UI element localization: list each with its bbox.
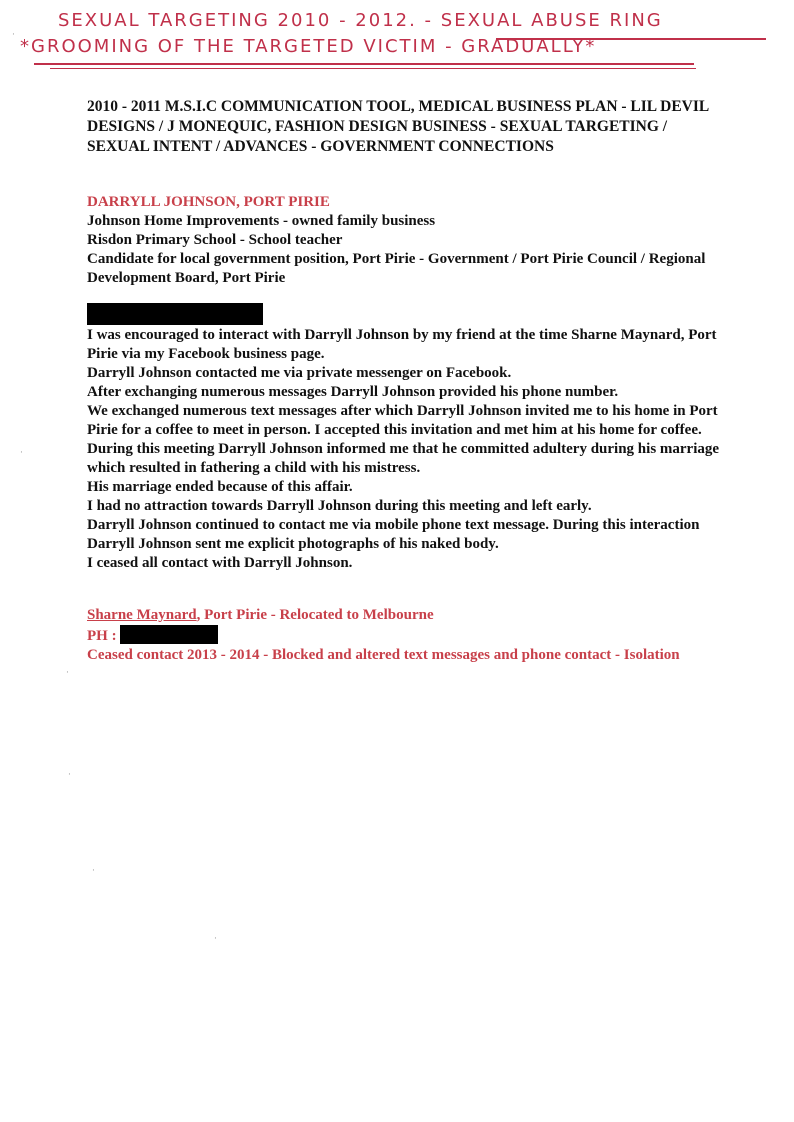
account-paragraph: I had no attraction towards Darryll Johnson during this meeting and left early. bbox=[87, 498, 592, 514]
contact-phone-line bbox=[87, 625, 767, 646]
account-paragraph: After exchanging numerous messages Darryll Johnson provided his phone number. bbox=[87, 384, 619, 400]
scan-speck: · bbox=[66, 668, 69, 678]
contact-name: Sharne Maynard bbox=[87, 607, 197, 623]
scan-speck: · bbox=[20, 448, 23, 458]
account-paragraph: Darryll Johnson continued to contact me via mobile phone text message. During this interaction Darryll Johnson sent me explicit photographs of his naked body. bbox=[87, 517, 700, 552]
handwritten-abuse-ring-text: SEXUAL ABUSE RING bbox=[440, 10, 663, 31]
redaction-bar bbox=[87, 303, 263, 325]
person-detail: Candidate for local government position, Port Pirie - Government / Port Pirie Council / Regional Development Board, Port Pirie bbox=[87, 251, 706, 286]
scan-speck: · bbox=[92, 866, 95, 876]
contact-block bbox=[87, 606, 767, 665]
scan-speck: · bbox=[68, 770, 71, 780]
handwritten-line-1 bbox=[58, 8, 663, 34]
contact-note: Ceased contact 2013 - 2014 - Blocked and altered text messages and phone contact - Isolation bbox=[87, 647, 680, 663]
scan-speck: · bbox=[214, 934, 217, 944]
scan-speck: · bbox=[12, 30, 15, 40]
underline bbox=[50, 68, 696, 69]
phone-label: PH : bbox=[87, 628, 117, 644]
account-paragraph: We exchanged numerous text messages after which Darryll Johnson invited me to his home in Port Pirie for a coffee to meet in person. I accepted this invitation and met him at his home for coffee. During this meeting Darryll Johnson informed me that he committed adultery during his marriage which resulted in fathering a child with his mistress. bbox=[87, 403, 720, 476]
account-block bbox=[87, 326, 727, 573]
underline bbox=[34, 63, 694, 65]
person-detail: Risdon Primary School - School teacher bbox=[87, 232, 343, 248]
document-heading: 2010 - 2011 M.S.I.C COMMUNICATION TOOL, MEDICAL BUSINESS PLAN - LIL DEVIL DESIGNS / J MONEQUIC, FASHION DESIGN BUSINESS - SEXUAL TARGETING / SEXUAL INTENT / ADVANCES - GOVERNMENT CONNECTIONS bbox=[87, 98, 709, 155]
contact-line bbox=[87, 606, 767, 625]
account-paragraph: Darryll Johnson contacted me via private messenger on Facebook. bbox=[87, 365, 512, 381]
handwritten-grooming-text: *GROOMING OF THE TARGETED VICTIM - GRADUALLY* bbox=[20, 36, 597, 57]
contact-location: , Port Pirie - Relocated to Melbourne bbox=[196, 607, 434, 623]
account-paragraph: I ceased all contact with Darryll Johnson. bbox=[87, 555, 353, 571]
person-detail: Johnson Home Improvements - owned family business bbox=[87, 213, 436, 229]
account-paragraph: I was encouraged to interact with Darryll Johnson by my friend at the time Sharne Maynard, Port Pirie via my Facebook business page. bbox=[87, 327, 717, 362]
phone-redaction-bar bbox=[120, 625, 218, 644]
account-paragraph: His marriage ended because of this affair. bbox=[87, 479, 353, 495]
person-name: DARRYLL JOHNSON, PORT PIRIE bbox=[87, 194, 330, 210]
person-block bbox=[87, 193, 767, 288]
handwritten-targeting-text: SEXUAL TARGETING 2010 - 2012. - bbox=[58, 10, 434, 31]
